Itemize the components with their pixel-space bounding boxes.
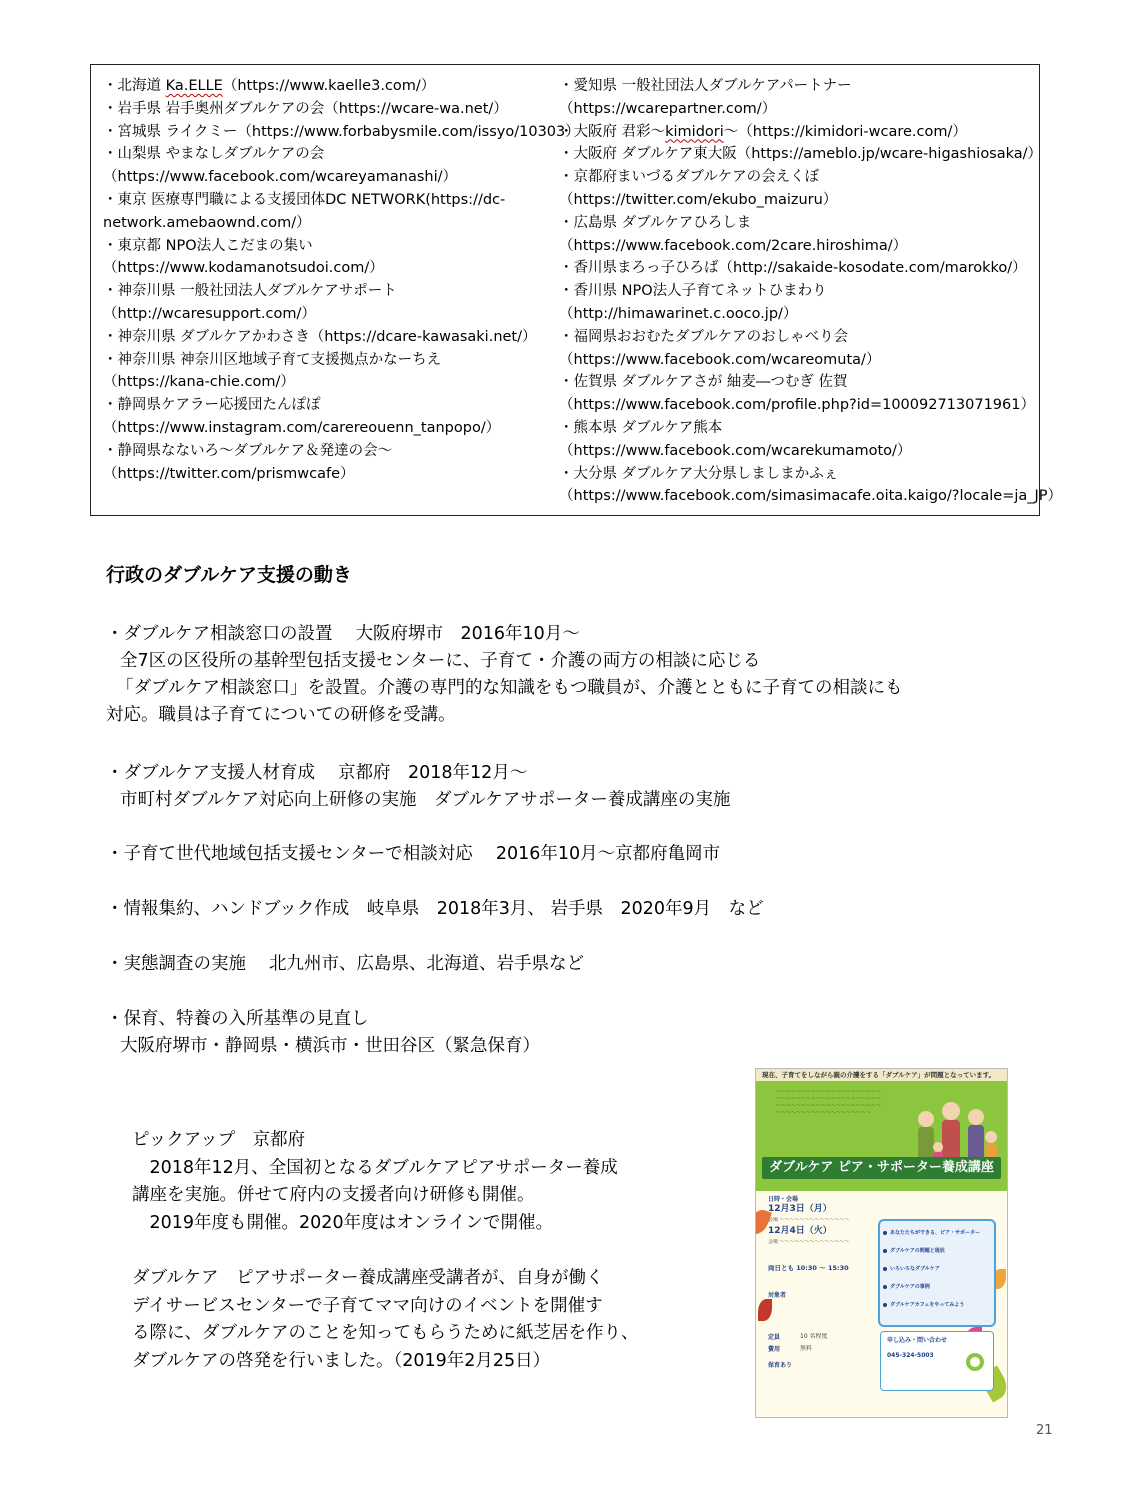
- list-item: ・広島県 ダブルケアひろしま: [559, 214, 752, 231]
- poster-intro-text: ～～～～～～～～～～～～～～～～～～～～～～～～～～～～～～～～～～～～～～～～～～～～～～～～～～～～～～～～～～～～～～～～～～～～～～～～～～～～～～～～～～: [776, 1089, 882, 1116]
- poster-capacity: 10 名程度: [800, 1333, 828, 1340]
- section-survey: ・実態調査の実施 北九州市、広島県、北海道、岩手県など: [106, 954, 585, 974]
- poster-date-label: 日時・会場: [768, 1196, 799, 1203]
- list-item: ・佐賀県 ダブルケアさが 紬麦―つむぎ 佐賀: [559, 374, 848, 391]
- course-poster-image: [755, 1068, 1008, 1418]
- list-item: ・大阪府 君彩～kimidori～（https://kimidori-wcare.com/）: [559, 123, 967, 140]
- poster-top-text: 現在、子育てをしながら親の介護をする「ダブルケア」が問題となっています。: [762, 1071, 996, 1079]
- list-item: ・香川県 NPO法人子育てネットひまわり: [559, 283, 827, 300]
- section-handbook: ・情報集約、ハンドブック作成 岐阜県 2018年3月、 岩手県 2020年9月 など: [106, 899, 764, 919]
- section-kameoka: ・子育て世代地域包括支援センターで相談対応 2016年10月～京都府亀岡市: [106, 844, 721, 864]
- pickup-event: ダブルケア ピアサポーター養成講座受講者が、自身が働く デイサービスセンターで子育てママ向けのイベントを開催す る際に、ダブルケアのことを知ってもらうために紙芝居を作り、 ダブルケアの啓発を行いました。（2019年2月25日）: [132, 1268, 639, 1371]
- list-item: （https://twitter.com/ekubo_maizuru）: [559, 191, 838, 208]
- section-osaka-sakai: ・ダブルケア相談窓口の設置 大阪府堺市 2016年10月～ 全7区の区役所の基幹型包括支援センターに、子育て・介護の両方の相談に応じる 「ダブルケア相談窓口」を設置。介護の専門的な知識をもつ職員が、介護とともに子育ての相談にも 対応。職員は子育てについての研修を受講。: [106, 624, 903, 725]
- list-item: ・香川県まろっ子ひろば（http://sakaide-kosodate.com/marokko/）: [559, 260, 1027, 277]
- list-item: （https://www.facebook.com/2care.hiroshima/）: [559, 237, 908, 254]
- poster-program-panel: あなたたちができる、ピア・サポーター ダブルケアの問題と現状 いろいろなダブルケア ダブルケアの事例 ダブルケアカフェをやってみよう: [878, 1219, 996, 1327]
- link-list-right: [559, 75, 1063, 508]
- list-item: ・京都府まいづるダブルケアの会えくぼ: [559, 169, 820, 186]
- list-item: ・岩手県 岩手奥州ダブルケアの会（https://wcare-wa.net/）: [103, 100, 508, 117]
- poster-capacity-label: 定員: [768, 1334, 781, 1341]
- link-list-box: [90, 64, 1063, 516]
- list-item: ・福岡県おおむたダブルケアのおしゃべり会: [559, 328, 849, 345]
- poster-date-1: 12月3日（月）: [768, 1204, 832, 1214]
- section-heading: 行政のダブルケア支援の動き: [106, 564, 352, 586]
- poster-fee: 無料: [800, 1345, 813, 1352]
- list-item: ・愛知県 一般社団法人ダブルケアパートナー: [559, 78, 852, 94]
- section-kyoto-training: ・ダブルケア支援人材育成 京都府 2018年12月～ 市町村ダブルケア対応向上研修の実施 ダブルケアサポーター養成講座の実施: [106, 763, 731, 810]
- list-item: （https://twitter.com/prismwcafe）: [103, 465, 355, 482]
- list-item: ・神奈川県 一般社団法人ダブルケアサポート: [103, 283, 397, 300]
- organization-logo-icon: [965, 1352, 985, 1372]
- list-item: ・東京都 NPO法人こだまの集い: [103, 237, 313, 254]
- poster-venue-1: 会場 ～～～～～～～～～～～～～～: [768, 1217, 850, 1223]
- list-item: （http://wcaresupport.com/）: [103, 305, 316, 322]
- list-item: ・神奈川県 神奈川区地域子育て支援拠点かなーちえ: [103, 351, 442, 368]
- list-item: ・大分県 ダブルケア大分県しましまかふぇ: [559, 465, 839, 482]
- list-item: （https://wcarepartner.com/）: [559, 100, 777, 117]
- list-item: （https://www.facebook.com/profile.php?id=100092713071961）: [559, 397, 1035, 414]
- pickup-kyoto: ピックアップ 京都府 2018年12月、全国初となるダブルケアピアサポーター養成 講座を実施。併せて府内の支援者向け研修も開催。 2019年度も開催。2020年度はオンラインで開催。: [132, 1130, 618, 1233]
- list-item: （https://www.facebook.com/simasimacafe.oita.kaigo/?locale=ja_JP）: [559, 488, 1063, 505]
- list-item: ・宮城県 ライクミー（https://www.forbabysmile.com/issyo/10303）: [103, 123, 580, 140]
- list-item: network.amebaownd.com/）: [103, 214, 311, 231]
- list-item: ・山梨県 やまなしダブルケアの会: [103, 146, 325, 163]
- poster-date-2: 12月4日（火）: [768, 1226, 832, 1236]
- section-childcare-criteria: ・保育、特養の入所基準の見直し 大阪府堺市・静岡県・横浜市・世田谷区（緊急保育）: [106, 1009, 540, 1056]
- poster-childcare: 保育あり: [768, 1362, 793, 1369]
- list-item: ・東京 医療専門職による支援団体DC NETWORK(https://dc-: [103, 191, 506, 208]
- poster-title: ダブルケア ピア・サポーター養成講座: [762, 1157, 1001, 1179]
- poster-inquiry-box: 申し込み・問い合わせ 045-324-5003: [880, 1331, 994, 1391]
- list-item: （https://www.facebook.com/wcareomuta/）: [559, 351, 881, 368]
- list-item: ・静岡県なないろ～ダブルケア＆発達の会～: [103, 442, 393, 459]
- list-item: ・神奈川県 ダブルケアかわさき（https://dcare-kawasaki.net/）: [103, 328, 537, 345]
- list-item: （https://www.facebook.com/wcareyamanashi/）: [103, 169, 458, 186]
- list-item: （https://www.facebook.com/wcarekumamoto/）: [559, 442, 912, 459]
- list-item: （https://kana-chie.com/）: [103, 374, 295, 391]
- list-item: ・北海道 Ka.ELLE（https://www.kaelle3.com/）: [103, 78, 436, 94]
- list-item: ・静岡県ケアラー応援団たんぽぽ: [103, 397, 321, 414]
- poster-fee-label: 費用: [768, 1346, 781, 1353]
- poster-venue-2: 会場 ～～～～～～～～～～～～～～: [768, 1239, 850, 1245]
- poster-time: 両日とも 10:30 ～ 15:30: [768, 1265, 849, 1272]
- link-list-left: [103, 75, 580, 485]
- page-number: 21: [1036, 1423, 1053, 1438]
- list-item: （http://himawarinet.c.ooco.jp/）: [559, 305, 798, 322]
- list-item: ・熊本県 ダブルケア熊本: [559, 419, 723, 436]
- list-item: ・大阪府 ダブルケア東大阪（https://ameblo.jp/wcare-higashiosaka/）: [559, 146, 1043, 163]
- poster-target-label: 対象者: [768, 1292, 787, 1299]
- list-item: （https://www.instagram.com/carereouenn_tanpopo/）: [103, 419, 501, 436]
- list-item: （https://www.kodamanotsudoi.com/）: [103, 260, 384, 277]
